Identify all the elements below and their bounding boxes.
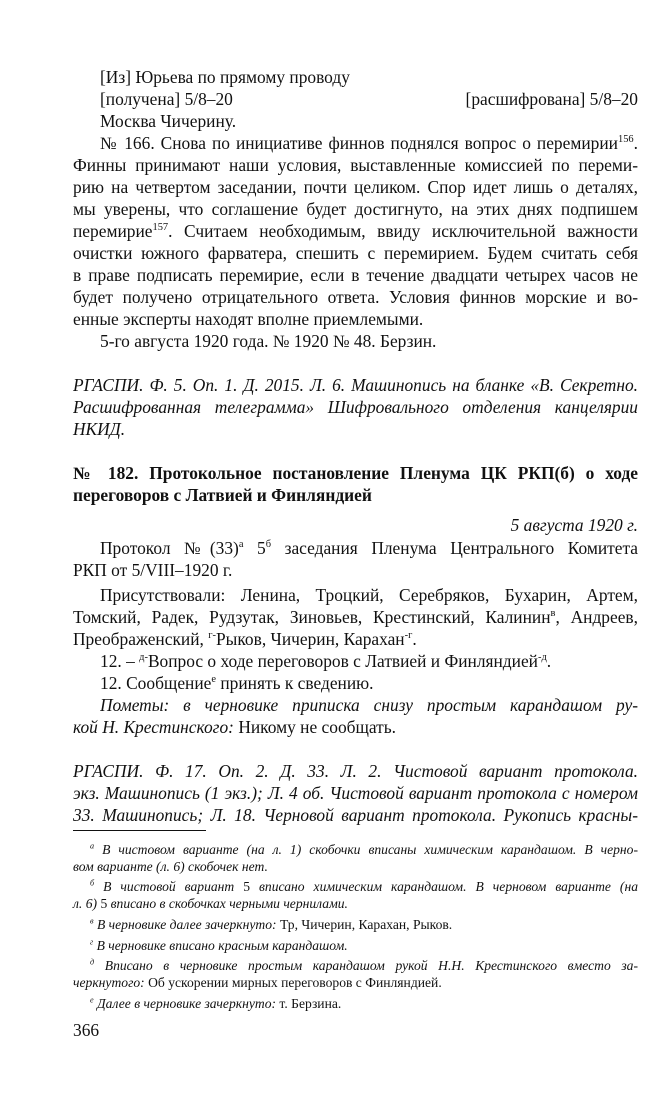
document-heading: № 182. Протокольное постановление Пленума ЦК РКП(б) о ходе	[73, 463, 638, 483]
telegram-body-line: рию на четвертом заседании, почти целиком. Спор идет лишь о деталях,	[73, 177, 638, 197]
footnote: $^е$ Далее в черновике зачеркнуто: т. Берзина.	[90, 995, 342, 1011]
telegram-body-line: № 166. Снова по инициативе финнов поднялся вопрос о перемирии$^{156}$.	[100, 133, 638, 153]
footnote: $^г$ В черновике вписано красным карандашом.	[90, 937, 348, 953]
footnote-ref: 156	[617, 134, 634, 146]
footnote: вом варианте (л. 6) скобочек нет.	[73, 859, 268, 874]
telegram-from: [Из] Юрьева по прямому проводу	[100, 67, 350, 87]
archive-source-line: НКИД.	[73, 419, 126, 439]
footnote-ref: -г	[404, 630, 413, 642]
telegram-signature: 5-го августа 1920 года. № 1920 № 48. Берзин.	[100, 331, 437, 351]
footnote-ref: б	[265, 539, 272, 551]
telegram-body-line: мы уверены, что соглашение будет достигнуто, на этих днях подпишем	[73, 199, 638, 219]
page-number: 366	[73, 1020, 100, 1040]
footnote-ref: а	[238, 539, 244, 551]
telegram-body-line: перемирие$^{157}$. Считаем необходимым, ввиду исключительной важности	[73, 221, 638, 241]
notes-line: Пометы: в черновике приписка снизу простым карандашом ру-	[100, 695, 638, 715]
decision-item: 12. Сообщение$^е$ принять к сведению.	[100, 673, 374, 693]
telegram-body-line: очистки южного фарватера, спешить с перемирием. Будем считать себя	[73, 243, 638, 263]
telegram-to: Москва Чичерину.	[100, 111, 237, 131]
telegram-body-line: енные эксперты находят вполне приемлемыми.	[73, 309, 424, 329]
protocol-line: Протокол $№(33)^а$ $5^б$ заседания Пленума Центрального Комитета	[100, 538, 638, 558]
archive-source-line: Расшифрованная телеграмма» Шифровального отделения канцелярии	[73, 397, 638, 417]
footnote: $^б$ В чистовой вариант 5 вписано химическим карандашом. В черновом варианте (на	[90, 878, 638, 894]
present-line: Присутствовали: Ленина, Троцкий, Серебряков, Бухарин, Артем,	[100, 585, 638, 605]
telegram-body-line: будет получено отрицательного ответа. Условия финнов морские и во-	[73, 287, 638, 307]
footnote: $^а$ В чистовом варианте (на л. 1) скобочки вписаны химическим карандашом. В черно-	[90, 841, 638, 857]
footnote: $^д$ Вписано в черновике простым карандашом рукой Н.Н. Крестинского вместо за-	[90, 957, 638, 973]
telegram-body-line: Финны принимают наши условия, выставленные комиссией по переми-	[73, 155, 638, 175]
archive-source-line: экз. Машинопись (1 экз.); Л. 4 об. Чистовой вариант протокола с номером	[73, 783, 638, 803]
footnote-rule	[73, 830, 206, 831]
footnote: л. 6) 5 вписано в скобочках черными чернилами.	[73, 896, 348, 911]
footnote: $^в$ В черновике далее зачеркнуто: Тр, Чичерин, Карахан, Рыков.	[90, 916, 453, 932]
footnote-ref: д-	[139, 652, 148, 664]
telegram-decoded: [расшифрована] 5/8–20	[465, 89, 638, 109]
archive-source-line: РГАСПИ. Ф. 5. Оп. 1. Д. 2015. Л. 6. Машинопись на бланке «В. Секретно.	[73, 375, 638, 395]
notes-line: кой Н. Крестинского: Никому не сообщать.	[73, 717, 397, 737]
archive-source-line: РГАСПИ. Ф. 17. Оп. 2. Д. 33. Л. 2. Чистовой вариант протокола.	[73, 761, 638, 781]
archive-source-line: 33. Машинопись; Л. 18. Черновой вариант протокола. Рукопись красны-	[73, 805, 638, 825]
agenda-item: 12. – $^{д-}$Вопрос о ходе переговоров с Латвией и Финляндией$^{-д}$.	[100, 651, 552, 671]
footnote-ref: -д	[537, 652, 547, 664]
footnote-ref: г-	[208, 630, 216, 642]
present-line: Томский, Радек, Рудзутак, Зиновьев, Крестинский, Калинин$^в$, Андреев,	[73, 607, 638, 627]
footnote-ref: е	[211, 674, 217, 686]
telegram-received: [получена] 5/8–20	[100, 89, 233, 109]
document-heading: переговоров с Латвией и Финляндией	[73, 485, 372, 505]
footnote-ref: в	[550, 608, 556, 620]
protocol-line: РКП от 5/VIII–1920 г.	[73, 560, 233, 580]
footnote: черкнутого: Об ускорении мирных переговоров с Финляндией.	[73, 975, 442, 990]
present-line: Преображенский, $^{г-}$Рыков, Чичерин, Карахан$^{-г}$.	[73, 629, 417, 649]
telegram-body-line: в праве подписать перемирие, если в течение двадцати четырех часов не	[73, 265, 638, 285]
document-date: 5 августа 1920 г.	[510, 515, 638, 535]
footnote-ref: 157	[152, 222, 169, 234]
